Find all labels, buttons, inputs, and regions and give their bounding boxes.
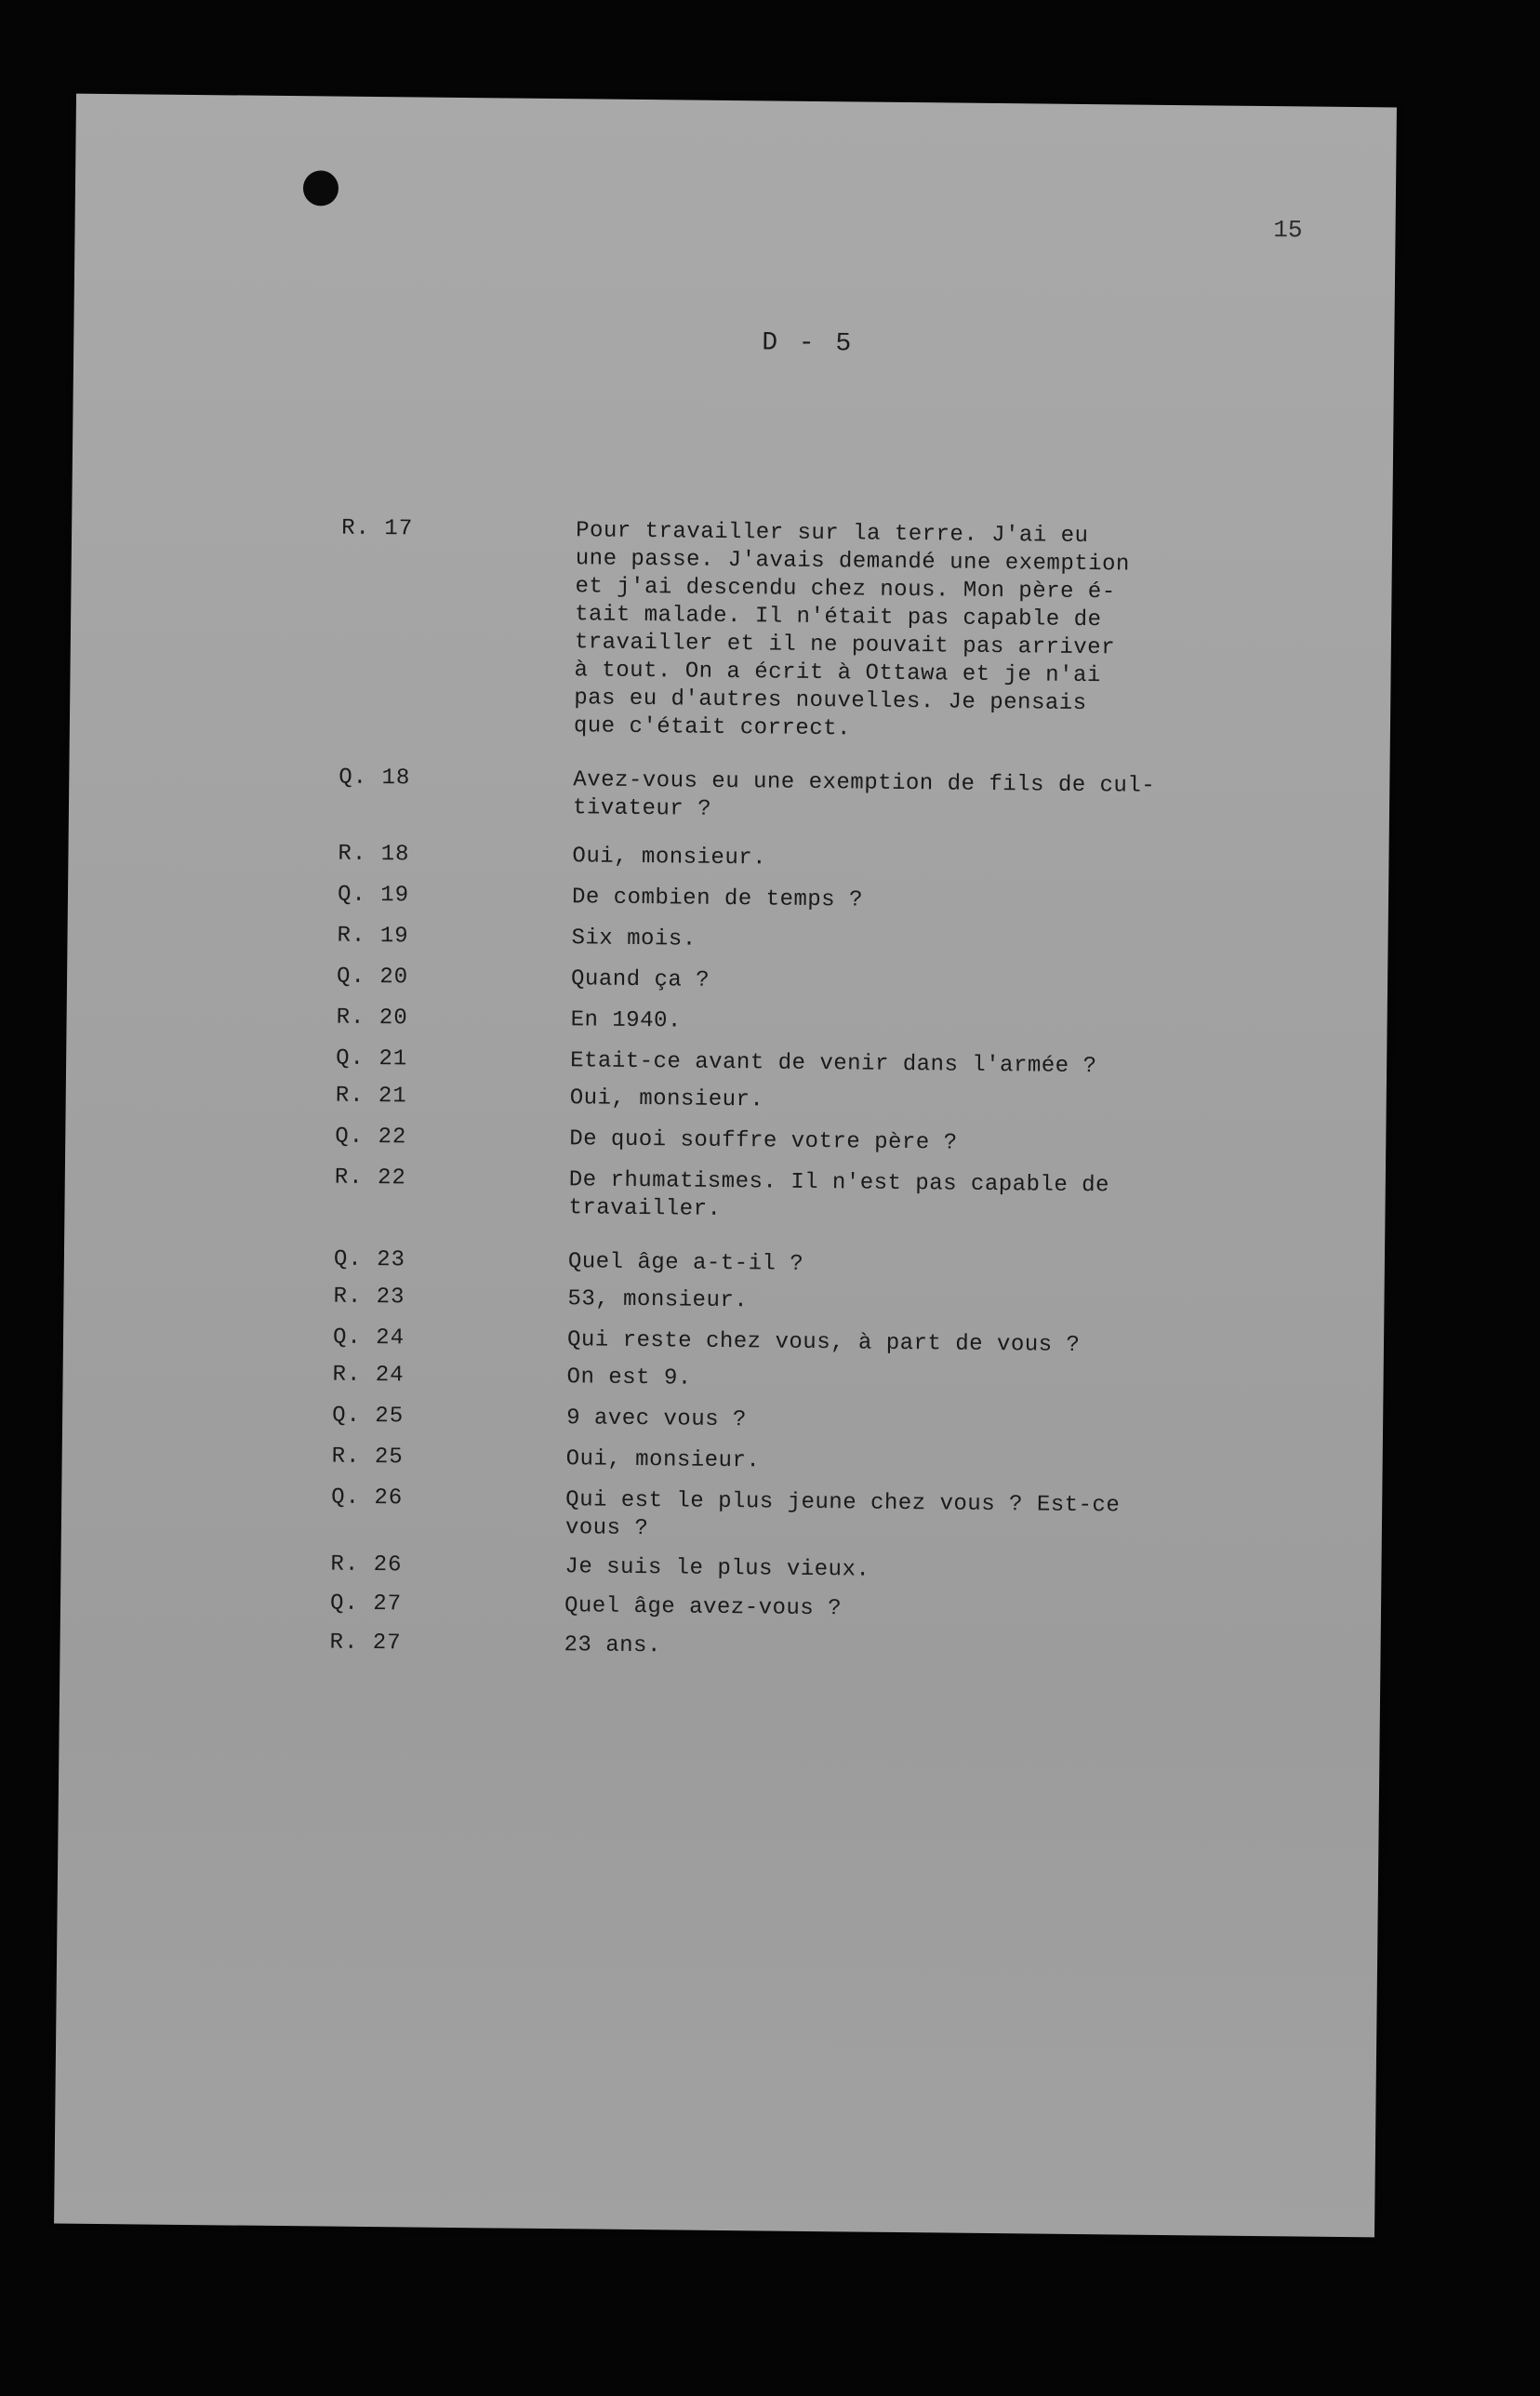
qa-entry (339, 765, 1307, 831)
qa-text-line: 23 ans. (564, 1632, 662, 1659)
qa-text (564, 1553, 1297, 1589)
qa-entry (333, 1324, 1300, 1363)
qa-text (570, 1047, 1303, 1083)
qa-label: Q. 27 (329, 1591, 403, 1617)
qa-label: R. 27 (329, 1630, 402, 1657)
qa-entry (332, 1362, 1299, 1400)
qa-text-line: On est 9. (566, 1364, 692, 1391)
qa-text-line: Six mois. (571, 925, 697, 952)
qa-label: Q. 20 (336, 964, 409, 991)
qa-text-line: travailler et il ne pouvait pas arriver (574, 630, 1116, 661)
qa-label: Q. 23 (333, 1246, 406, 1273)
qa-text (569, 1125, 1302, 1161)
qa-entry (338, 841, 1305, 879)
document-heading: D - 5 (762, 328, 855, 359)
qa-transcript (329, 502, 1308, 1668)
qa-label: R. 22 (334, 1165, 406, 1191)
qa-text-line: que c'était correct. (573, 713, 852, 742)
qa-label: R. 19 (337, 923, 409, 950)
qa-entry (338, 882, 1305, 920)
qa-text-line: Avez-vous eu une exemption de fils de cul- (573, 767, 1156, 799)
qa-text (567, 1326, 1300, 1362)
qa-text-line: tait malade. Il n'était pas capable de (575, 602, 1102, 633)
qa-text-line: 53, monsieur. (567, 1286, 749, 1314)
qa-text-line: une passe. J'avais demandé une exemption (575, 546, 1131, 578)
qa-entry (333, 1284, 1300, 1322)
qa-label: R. 21 (335, 1083, 407, 1110)
qa-text (571, 925, 1304, 960)
qa-label: R. 17 (341, 515, 414, 542)
qa-text-line: 9 avec vous ? (566, 1405, 748, 1433)
qa-text (568, 1248, 1301, 1284)
qa-entry (331, 1484, 1299, 1551)
qa-entry (330, 1591, 1297, 1629)
qa-label: R. 18 (338, 841, 410, 868)
qa-text-line: Etait-ce avant de venir dans l'armée ? (570, 1048, 1097, 1080)
qa-text-line: et j'ai descendu chez nous. Mon père é- (575, 574, 1116, 606)
qa-label: Q. 25 (332, 1403, 405, 1430)
qa-entry (339, 515, 1308, 749)
qa-entry (335, 1124, 1302, 1162)
qa-text-line: De combien de temps ? (571, 885, 864, 913)
qa-text-line: Oui, monsieur. (565, 1446, 761, 1474)
qa-text-line: tivateur ? (572, 795, 712, 822)
qa-entry (329, 1630, 1296, 1668)
qa-label: R. 25 (331, 1444, 404, 1471)
qa-text (566, 1404, 1299, 1440)
qa-text-line: Qui est le plus jeune chez vous ? Est-ce (565, 1487, 1121, 1519)
qa-text (566, 1364, 1299, 1399)
qa-label: Q. 22 (335, 1124, 407, 1151)
qa-entry (330, 1551, 1297, 1590)
qa-label: R. 24 (332, 1362, 405, 1389)
qa-text-line: Pour travailler sur la terre. J'ai eu (575, 518, 1089, 550)
qa-label: Q. 24 (332, 1324, 405, 1351)
qa-entry (337, 964, 1304, 1002)
qa-text-line: travailler. (568, 1195, 722, 1222)
qa-text-line: De rhumatismes. Il n'est pas capable de (568, 1167, 1110, 1199)
qa-text-line: Qui reste chez vous, à part de vous ? (566, 1327, 1081, 1359)
qa-text (574, 517, 1308, 748)
qa-text (572, 843, 1305, 878)
qa-text-line: Oui, monsieur. (572, 844, 767, 872)
qa-entry (336, 1045, 1303, 1084)
qa-label: Q. 26 (331, 1484, 404, 1511)
qa-label: Q. 21 (336, 1045, 408, 1072)
page-number: 15 (1273, 216, 1303, 245)
qa-text (571, 965, 1304, 1001)
qa-text-line: Quel âge a-t-il ? (567, 1249, 804, 1277)
qa-text (573, 766, 1307, 830)
qa-text (564, 1592, 1297, 1628)
qa-text-line: Quand ça ? (570, 966, 710, 993)
qa-text (564, 1631, 1296, 1667)
qa-entry (334, 1246, 1301, 1285)
qa-text (570, 1006, 1303, 1042)
qa-entry (337, 923, 1304, 961)
qa-text-line: De quoi souffre votre père ? (569, 1126, 958, 1156)
qa-entry (336, 1083, 1303, 1121)
qa-text (568, 1166, 1302, 1230)
qa-text-line: à tout. On a écrit à Ottawa et je n'ai (574, 658, 1101, 689)
qa-text-line: pas eu d'autres nouvelles. Je pensais (574, 686, 1087, 717)
qa-text-line: Quel âge avez-vous ? (564, 1593, 843, 1622)
qa-text (570, 1085, 1303, 1120)
qa-label: R. 20 (336, 1005, 408, 1032)
qa-text-line: Oui, monsieur. (569, 1085, 764, 1113)
qa-text-line: En 1940. (570, 1007, 682, 1034)
qa-label: Q. 19 (337, 882, 410, 909)
qa-text (567, 1285, 1300, 1321)
qa-entry (332, 1444, 1299, 1482)
qa-label: R. 26 (330, 1551, 403, 1578)
qa-text-line: vous ? (564, 1515, 649, 1542)
document-page (54, 94, 1397, 2238)
qa-entry (336, 1005, 1303, 1043)
qa-text (572, 884, 1305, 919)
qa-label: R. 23 (333, 1284, 405, 1311)
qa-text (566, 1445, 1299, 1481)
qa-text-line: Je suis le plus vieux. (564, 1554, 870, 1583)
qa-entry (332, 1403, 1299, 1441)
qa-entry (334, 1165, 1302, 1231)
qa-text (565, 1486, 1299, 1550)
qa-label: Q. 18 (339, 765, 411, 792)
punch-hole (303, 170, 339, 206)
